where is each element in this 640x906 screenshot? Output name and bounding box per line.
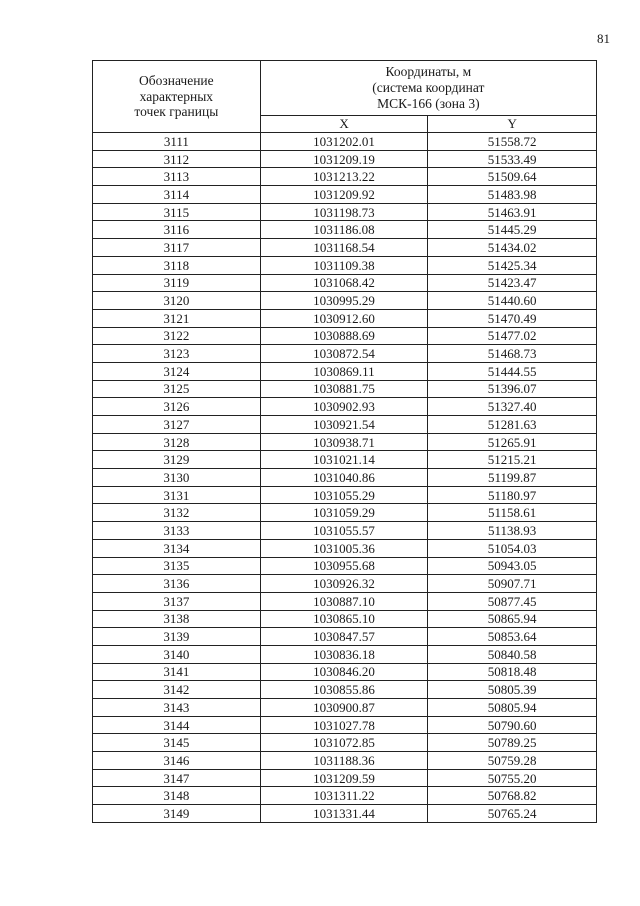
y-coordinate-cell: 51265.91 <box>428 433 597 451</box>
table-row <box>93 239 597 257</box>
x-coordinate-cell: 1030847.57 <box>260 628 428 646</box>
x-coordinate-cell: 1030926.32 <box>260 575 428 593</box>
table-row <box>93 309 597 327</box>
table-row <box>93 645 597 663</box>
x-coordinate-cell: 1031027.78 <box>260 716 428 734</box>
y-coordinate-cell: 51180.97 <box>428 486 597 504</box>
point-id-cell: 3112 <box>93 150 261 168</box>
y-coordinate-cell: 51533.49 <box>428 150 597 168</box>
point-id-cell: 3125 <box>93 380 261 398</box>
point-id-cell: 3123 <box>93 345 261 363</box>
point-id-cell: 3145 <box>93 734 261 752</box>
point-id-cell: 3138 <box>93 610 261 628</box>
table-row <box>93 557 597 575</box>
x-coordinate-cell: 1031068.42 <box>260 274 428 292</box>
point-designation-header <box>93 61 261 133</box>
x-column-header: X <box>260 115 428 132</box>
table-row <box>93 716 597 734</box>
y-coordinate-cell: 50907.71 <box>428 575 597 593</box>
table-row <box>93 769 597 787</box>
point-id-cell: 3115 <box>93 203 261 221</box>
point-id-cell: 3131 <box>93 486 261 504</box>
y-coordinate-cell: 50768.82 <box>428 787 597 805</box>
table-row <box>93 592 597 610</box>
table-row <box>93 292 597 310</box>
y-coordinate-cell: 50865.94 <box>428 610 597 628</box>
x-coordinate-cell: 1031040.86 <box>260 469 428 487</box>
point-header-line-3: точек границы <box>134 104 219 120</box>
point-header-line-2: характерных <box>139 88 214 104</box>
x-coordinate-cell: 1031198.73 <box>260 203 428 221</box>
point-id-cell: 3129 <box>93 451 261 469</box>
table-body <box>93 133 597 823</box>
x-coordinate-cell: 1030846.20 <box>260 663 428 681</box>
y-coordinate-cell: 51477.02 <box>428 327 597 345</box>
table-row <box>93 433 597 451</box>
x-coordinate-cell: 1031072.85 <box>260 734 428 752</box>
point-id-cell: 3134 <box>93 539 261 557</box>
y-coordinate-cell: 50818.48 <box>428 663 597 681</box>
y-coordinate-cell: 51215.21 <box>428 451 597 469</box>
x-coordinate-cell: 1030938.71 <box>260 433 428 451</box>
table-row <box>93 327 597 345</box>
table-row <box>93 398 597 416</box>
y-coordinate-cell: 50853.64 <box>428 628 597 646</box>
point-id-cell: 3133 <box>93 522 261 540</box>
table-row <box>93 150 597 168</box>
x-coordinate-cell: 1031188.36 <box>260 752 428 770</box>
x-coordinate-cell: 1030855.86 <box>260 681 428 699</box>
x-coordinate-cell: 1031168.54 <box>260 239 428 257</box>
coordinates-table <box>92 60 597 823</box>
table-row <box>93 168 597 186</box>
x-coordinate-cell: 1031209.19 <box>260 150 428 168</box>
table-row <box>93 628 597 646</box>
table-row <box>93 575 597 593</box>
x-coordinate-cell: 1030900.87 <box>260 699 428 717</box>
y-coordinate-cell: 51445.29 <box>428 221 597 239</box>
point-id-cell: 3149 <box>93 805 261 823</box>
point-id-cell: 3135 <box>93 557 261 575</box>
point-id-cell: 3140 <box>93 645 261 663</box>
coords-header-line-1: Координаты, м <box>385 63 472 79</box>
point-id-cell: 3126 <box>93 398 261 416</box>
point-id-cell: 3137 <box>93 592 261 610</box>
point-id-cell: 3119 <box>93 274 261 292</box>
point-id-cell: 3120 <box>93 292 261 310</box>
point-id-cell: 3121 <box>93 309 261 327</box>
x-coordinate-cell: 1031055.29 <box>260 486 428 504</box>
point-id-cell: 3141 <box>93 663 261 681</box>
y-coordinate-cell: 50805.94 <box>428 699 597 717</box>
table-row <box>93 416 597 434</box>
x-coordinate-cell: 1030881.75 <box>260 380 428 398</box>
point-id-cell: 3143 <box>93 699 261 717</box>
x-coordinate-cell: 1031209.59 <box>260 769 428 787</box>
coords-header-line-3: МСК-166 (зона 3) <box>377 95 480 111</box>
point-id-cell: 3130 <box>93 469 261 487</box>
table-row <box>93 504 597 522</box>
table-row <box>93 221 597 239</box>
y-coordinate-cell: 50790.60 <box>428 716 597 734</box>
y-coordinate-cell: 51463.91 <box>428 203 597 221</box>
point-id-cell: 3128 <box>93 433 261 451</box>
point-id-cell: 3122 <box>93 327 261 345</box>
y-coordinate-cell: 51054.03 <box>428 539 597 557</box>
y-coordinate-cell: 51199.87 <box>428 469 597 487</box>
point-id-cell: 3124 <box>93 362 261 380</box>
table-row <box>93 663 597 681</box>
point-id-cell: 3113 <box>93 168 261 186</box>
x-coordinate-cell: 1030887.10 <box>260 592 428 610</box>
x-coordinate-cell: 1030836.18 <box>260 645 428 663</box>
point-id-cell: 3136 <box>93 575 261 593</box>
point-id-cell: 3114 <box>93 186 261 204</box>
table-row <box>93 345 597 363</box>
page-number: 81 <box>597 31 610 46</box>
point-id-cell: 3117 <box>93 239 261 257</box>
table-row <box>93 699 597 717</box>
table-row <box>93 451 597 469</box>
table-row <box>93 203 597 221</box>
x-coordinate-cell: 1031311.22 <box>260 787 428 805</box>
x-coordinate-cell: 1031202.01 <box>260 133 428 151</box>
y-coordinate-cell: 51425.34 <box>428 256 597 274</box>
table-row <box>93 186 597 204</box>
point-id-cell: 3144 <box>93 716 261 734</box>
x-coordinate-cell: 1031209.92 <box>260 186 428 204</box>
y-coordinate-cell: 50805.39 <box>428 681 597 699</box>
y-coordinate-cell: 51440.60 <box>428 292 597 310</box>
y-coordinate-cell: 51158.61 <box>428 504 597 522</box>
y-coordinate-cell: 51509.64 <box>428 168 597 186</box>
point-id-cell: 3111 <box>93 133 261 151</box>
point-id-cell: 3118 <box>93 256 261 274</box>
x-coordinate-cell: 1030902.93 <box>260 398 428 416</box>
x-coordinate-cell: 1030872.54 <box>260 345 428 363</box>
table-row <box>93 522 597 540</box>
y-column-header: Y <box>428 115 597 132</box>
y-coordinate-cell: 51444.55 <box>428 362 597 380</box>
x-coordinate-cell: 1031213.22 <box>260 168 428 186</box>
y-coordinate-cell: 51483.98 <box>428 186 597 204</box>
coords-header-line-2: (система координат <box>372 79 485 95</box>
table-row <box>93 362 597 380</box>
x-coordinate-cell: 1031331.44 <box>260 805 428 823</box>
point-header-line-1: Обозначение <box>139 72 214 88</box>
y-coordinate-cell: 51138.93 <box>428 522 597 540</box>
table-row <box>93 681 597 699</box>
x-coordinate-cell: 1030921.54 <box>260 416 428 434</box>
y-coordinate-cell: 50789.25 <box>428 734 597 752</box>
table-row <box>93 274 597 292</box>
x-coordinate-cell: 1030955.68 <box>260 557 428 575</box>
y-coordinate-cell: 51470.49 <box>428 309 597 327</box>
y-coordinate-cell: 51281.63 <box>428 416 597 434</box>
point-id-cell: 3116 <box>93 221 261 239</box>
x-coordinate-cell: 1031055.57 <box>260 522 428 540</box>
y-coordinate-cell: 51327.40 <box>428 398 597 416</box>
x-coordinate-cell: 1031005.36 <box>260 539 428 557</box>
table-row <box>93 486 597 504</box>
x-coordinate-cell: 1030869.11 <box>260 362 428 380</box>
table-row <box>93 787 597 805</box>
y-coordinate-cell: 51396.07 <box>428 380 597 398</box>
x-coordinate-cell: 1030995.29 <box>260 292 428 310</box>
point-id-cell: 3139 <box>93 628 261 646</box>
y-coordinate-cell: 50943.05 <box>428 557 597 575</box>
table-row <box>93 469 597 487</box>
x-coordinate-cell: 1030865.10 <box>260 610 428 628</box>
table-row <box>93 752 597 770</box>
point-id-cell: 3127 <box>93 416 261 434</box>
x-coordinate-cell: 1031186.08 <box>260 221 428 239</box>
table-row <box>93 380 597 398</box>
table-row <box>93 805 597 823</box>
y-coordinate-cell: 50759.28 <box>428 752 597 770</box>
y-coordinate-cell: 51468.73 <box>428 345 597 363</box>
y-coordinate-cell: 51558.72 <box>428 133 597 151</box>
x-coordinate-cell: 1030912.60 <box>260 309 428 327</box>
table-row <box>93 539 597 557</box>
y-coordinate-cell: 50765.24 <box>428 805 597 823</box>
point-id-cell: 3142 <box>93 681 261 699</box>
table-row <box>93 256 597 274</box>
point-id-cell: 3146 <box>93 752 261 770</box>
y-coordinate-cell: 50840.58 <box>428 645 597 663</box>
point-id-cell: 3147 <box>93 769 261 787</box>
x-coordinate-cell: 1031109.38 <box>260 256 428 274</box>
table-row <box>93 734 597 752</box>
y-coordinate-cell: 50755.20 <box>428 769 597 787</box>
coordinates-header <box>260 61 596 116</box>
y-coordinate-cell: 50877.45 <box>428 592 597 610</box>
x-coordinate-cell: 1031059.29 <box>260 504 428 522</box>
table-row <box>93 610 597 628</box>
y-coordinate-cell: 51423.47 <box>428 274 597 292</box>
x-coordinate-cell: 1030888.69 <box>260 327 428 345</box>
point-id-cell: 3148 <box>93 787 261 805</box>
y-coordinate-cell: 51434.02 <box>428 239 597 257</box>
point-id-cell: 3132 <box>93 504 261 522</box>
table-row <box>93 133 597 151</box>
x-coordinate-cell: 1031021.14 <box>260 451 428 469</box>
